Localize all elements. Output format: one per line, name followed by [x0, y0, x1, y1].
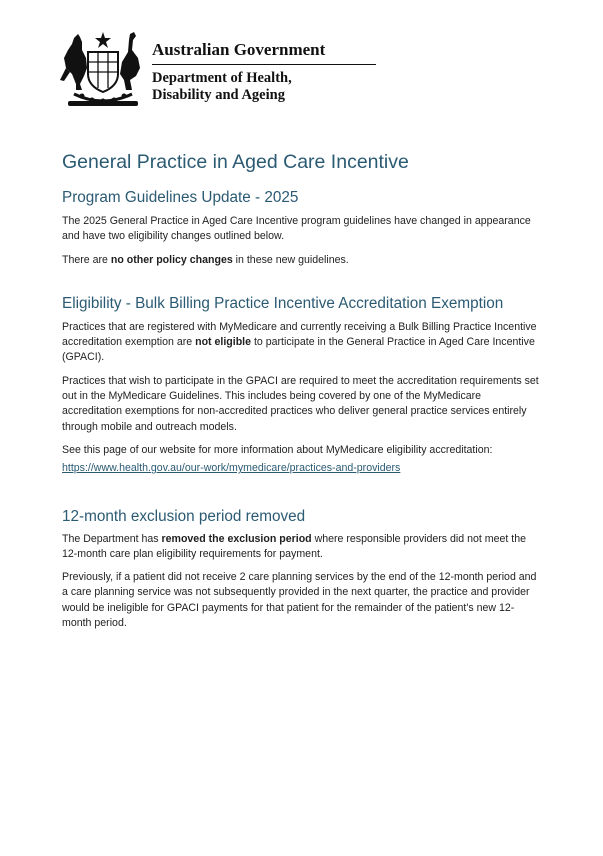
department-name — [152, 70, 376, 104]
section-1-paragraph-2: Practices that wish to participate in the GPACI are required to meet the accreditation requirements set out in the MyMedicare Guidelines. This includes being covered by one of the MyMedicare accreditation exemptions for non-accredited practices who deliver general practice services entirely through mobile and outreach models. — [62, 374, 539, 433]
subtitle: Program Guidelines Update - 2025 — [62, 189, 299, 206]
section-2-paragraph-1 — [62, 532, 542, 563]
intro-paragraph-2-text-before: There are — [62, 253, 111, 266]
page-header — [60, 28, 380, 110]
coat-of-arms-icon — [60, 28, 146, 110]
section-1-heading: Eligibility - Bulk Billing Practice Incentive Accreditation Exemption — [62, 294, 504, 312]
section-2-paragraph-1-emphasis: removed the exclusion period — [161, 532, 312, 545]
intro-paragraph-1: The 2025 General Practice in Aged Care Incentive program guidelines have changed in appearance and have two eligibility changes outlined below. — [62, 215, 531, 243]
section-2-paragraph-2: Previously, if a patient did not receive 2 care planning services by the end of the 12-month period and a care planning service was not subsequently provided in the next quarter, the practice and provider would be ineligible for GPACI payments for that patient for the remainder of the patient's new 12-month period. — [62, 571, 537, 630]
section-1-paragraph-1 — [62, 320, 542, 366]
section-1-paragraph-1-text-before: Practices that are registered with MyMedicare and currently receiving a Bulk Billing Practice Incentive accreditation exemption are — [62, 320, 537, 349]
government-name: Australian Government — [152, 40, 376, 65]
department-line-2: Disability and Ageing — [152, 87, 285, 103]
section-2-heading: 12-month exclusion period removed — [62, 507, 306, 525]
section-1-paragraph-3: See this page of our website for more information about MyMedicare eligibility accreditation: — [62, 443, 493, 456]
department-line-1: Department of Health, — [152, 70, 292, 86]
document-body — [62, 150, 542, 631]
page-title: General Practice in Aged Care Incentive — [62, 151, 409, 173]
government-branding — [152, 40, 376, 104]
section-2-paragraph-1-text-after: where responsible providers did not meet the 12-month care plan eligibility requirements for payment. — [62, 532, 526, 560]
section-2-paragraph-1-text-before: The Department has — [62, 532, 162, 545]
mymedicare-link[interactable]: https://www.health.gov.au/our-work/mymedicare/practices-and-providers — [62, 462, 401, 475]
section-1-paragraph-1-text-after: to participate in the General Practice in Aged Care Incentive (GPACI). — [62, 336, 535, 364]
section-1-paragraph-1-emphasis: not eligible — [195, 336, 252, 349]
intro-paragraph-2-text-after: in these new guidelines. — [232, 253, 349, 266]
intro-paragraph-2 — [62, 253, 542, 268]
intro-paragraph-2-emphasis: no other policy changes — [110, 253, 233, 266]
